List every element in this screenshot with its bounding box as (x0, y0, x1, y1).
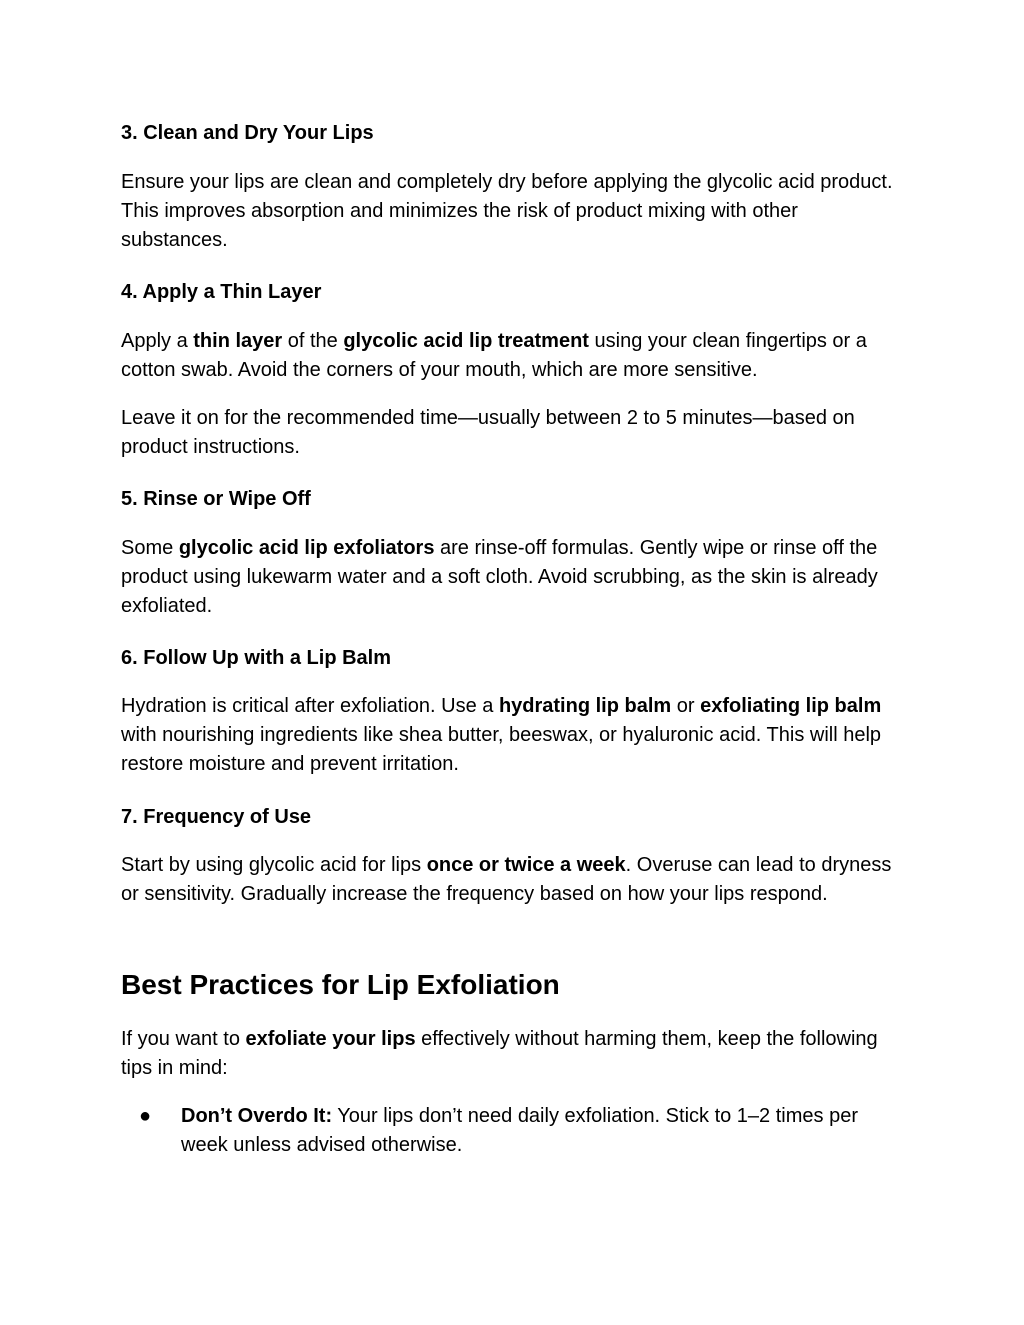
best-practices-heading: Best Practices for Lip Exfoliation (121, 969, 560, 1000)
bullet-icon: ● (139, 1105, 152, 1127)
section-3-paragraph: Ensure your lips are clean and completely dry before applying the glycolic acid product. This improves absorption and minimizes the risk of product mixing with other substances. (121, 171, 893, 251)
bold-glycolic-acid-lip-treatment: glycolic acid lip treatment (343, 330, 589, 352)
bold-once-or-twice-a-week: once or twice a week (426, 854, 626, 876)
bold-exfoliate-your-lips: exfoliate your lips (245, 1028, 416, 1050)
bullet-text: Don’t Overdo It: Your lips don’t need daily exfoliation. Stick to 1–2 times per week unless advised otherwise. (181, 1105, 858, 1156)
section-6-heading: 6. Follow Up with a Lip Balm (121, 647, 392, 669)
bold-exfoliating-lip-balm: exfoliating lip balm (700, 695, 882, 717)
section-7-heading: 7. Frequency of Use (121, 806, 312, 828)
section-4-heading: 4. Apply a Thin Layer (121, 281, 322, 303)
bold-glycolic-acid-lip-exfoliators: glycolic acid lip exfoliators (178, 537, 435, 559)
section-7-paragraph: Start by using glycolic acid for lips once or twice a week. Overuse can lead to dryness or sensitivity. Gradually increase the frequency based on how your lips respond. (121, 854, 892, 905)
section-4-paragraph-1: Apply a thin layer of the glycolic acid lip treatment using your clean fingertips or a cotton swab. Avoid the corners of your mouth, which are more sensitive. (121, 330, 867, 381)
section-4-paragraph-2: Leave it on for the recommended time—usually between 2 to 5 minutes—based on product instructions. (121, 407, 855, 458)
section-5-heading: 5. Rinse or Wipe Off (121, 488, 311, 510)
bold-hydrating-lip-balm: hydrating lip balm (498, 695, 672, 717)
bold-thin-layer: thin layer (193, 330, 283, 352)
section-6-paragraph: Hydration is critical after exfoliation. Use a hydrating lip balm or exfoliating lip balm with nourishing ingredients like shea butter, beeswax, or hyaluronic acid. This will help restore moisture and prevent irritation. (121, 695, 882, 775)
section-3-heading: 3. Clean and Dry Your Lips (121, 122, 374, 144)
best-practices-intro: If you want to exfoliate your lips effectively without harming them, keep the following tips in mind: (121, 1028, 878, 1079)
section-5-paragraph: Some glycolic acid lip exfoliators are rinse-off formulas. Gently wipe or rinse off the product using lukewarm water and a soft cloth. Avoid scrubbing, as the skin is already exfoliated. (121, 537, 878, 617)
bullet-label: Don’t Overdo It: (181, 1105, 333, 1127)
